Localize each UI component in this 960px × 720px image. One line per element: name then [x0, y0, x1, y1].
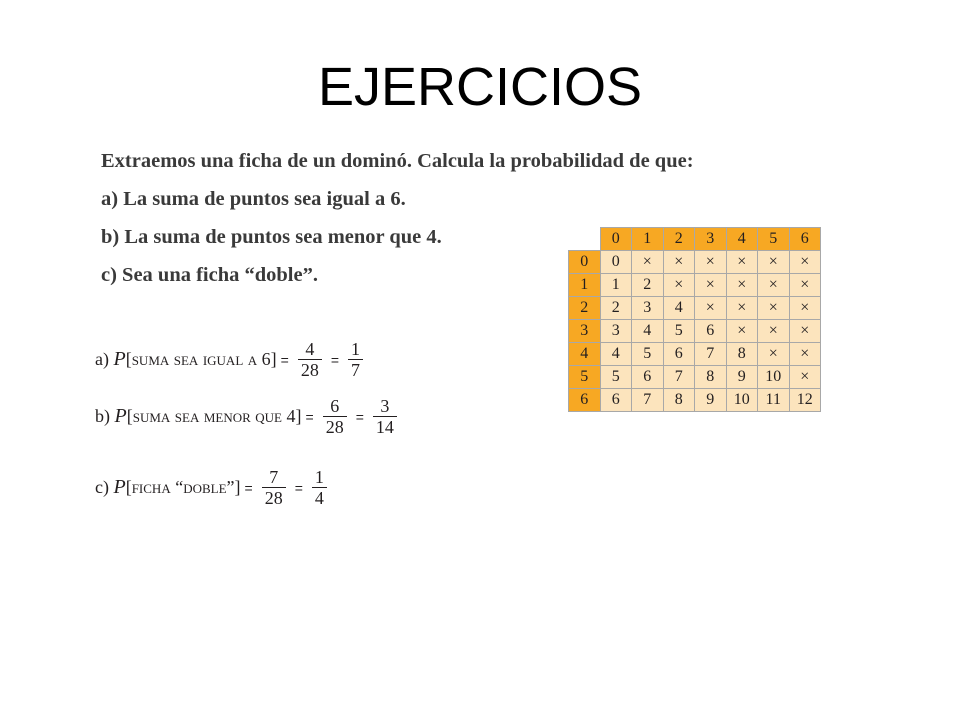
table-cell: × [789, 251, 821, 274]
table-cell: 4 [632, 320, 664, 343]
problem-part-b: b) La suma de puntos sea menor que 4. [101, 226, 442, 248]
domino-header-row [569, 228, 821, 251]
problem-part-c: c) Sea una ficha “doble”. [101, 264, 318, 286]
answer-c-fraction-1 [262, 467, 286, 508]
table-cell: 10 [726, 389, 758, 412]
column-header: 0 [600, 228, 632, 251]
table-cell: 5 [632, 343, 664, 366]
table-cell: 11 [758, 389, 790, 412]
domino-sum-table [568, 227, 821, 412]
table-cell: × [789, 297, 821, 320]
table-cell: × [695, 297, 727, 320]
answer-b-fraction-2 [373, 396, 397, 437]
table-cell: × [789, 343, 821, 366]
table-cell: 6 [600, 389, 632, 412]
table-cell: 3 [632, 297, 664, 320]
column-header: 6 [789, 228, 821, 251]
answer-c-f1-den: 28 [264, 488, 283, 508]
answer-b-fraction-1 [323, 396, 347, 437]
answer-c [95, 467, 332, 508]
answer-c-eq2: = [294, 479, 303, 496]
column-header: 3 [695, 228, 727, 251]
table-cell: × [695, 274, 727, 297]
table-row [569, 297, 821, 320]
row-header: 0 [569, 251, 601, 274]
answer-a-label: a) [95, 349, 109, 369]
row-header: 1 [569, 274, 601, 297]
table-cell: 7 [632, 389, 664, 412]
table-cell: × [663, 274, 695, 297]
table-row [569, 389, 821, 412]
answer-a-fraction-1 [298, 339, 322, 380]
table-cell: 6 [695, 320, 727, 343]
answer-a [95, 339, 368, 380]
answer-b-f2-num: 3 [380, 396, 390, 416]
table-cell: × [758, 274, 790, 297]
answer-b-eq2: = [355, 408, 364, 425]
table-cell: 0 [600, 251, 632, 274]
column-header: 1 [632, 228, 664, 251]
table-cell: 4 [600, 343, 632, 366]
answer-c-f2-den: 4 [314, 488, 324, 508]
table-cell: 7 [663, 366, 695, 389]
table-row [569, 274, 821, 297]
row-header: 2 [569, 297, 601, 320]
table-cell: × [726, 320, 758, 343]
slide-title: EJERCICIOS [317, 57, 643, 117]
table-cell: 9 [726, 366, 758, 389]
table-cell: 5 [600, 366, 632, 389]
answer-b-eq1: = [305, 408, 314, 425]
answer-a-p: P [113, 348, 126, 370]
column-header: 5 [758, 228, 790, 251]
table-cell: 8 [695, 366, 727, 389]
answer-c-fraction-2 [312, 467, 327, 508]
table-row [569, 251, 821, 274]
table-cell: × [758, 297, 790, 320]
table-cell: × [758, 251, 790, 274]
table-cell: 2 [632, 274, 664, 297]
answer-a-f2-den: 7 [351, 360, 361, 380]
answer-a-expr: [suma sea igual a 6] [125, 349, 277, 369]
row-header: 6 [569, 389, 601, 412]
problem-part-a: a) La suma de puntos sea igual a 6. [101, 188, 406, 210]
row-header: 4 [569, 343, 601, 366]
table-cell: 6 [632, 366, 664, 389]
table-cell: 7 [695, 343, 727, 366]
row-header: 3 [569, 320, 601, 343]
table-cell: × [758, 343, 790, 366]
answer-a-eq2: = [330, 351, 340, 368]
table-cell: × [726, 274, 758, 297]
table-cell: 9 [695, 389, 727, 412]
table-row [569, 366, 821, 389]
corner-cell [569, 228, 601, 251]
table-cell: × [632, 251, 664, 274]
problem-intro: Extraemos una ficha de un dominó. Calcula la probabilidad de que: [101, 150, 694, 172]
table-cell: × [695, 251, 727, 274]
row-header: 5 [569, 366, 601, 389]
table-cell: 6 [663, 343, 695, 366]
table-cell: × [663, 251, 695, 274]
answer-a-f1-num: 4 [305, 339, 315, 359]
answer-b [95, 396, 402, 437]
table-cell: 2 [600, 297, 632, 320]
table-cell: 12 [789, 389, 821, 412]
table-cell: 8 [726, 343, 758, 366]
column-header: 2 [663, 228, 695, 251]
table-cell: 4 [663, 297, 695, 320]
table-cell: × [758, 320, 790, 343]
answer-b-f1-den: 28 [325, 417, 344, 437]
table-cell: 8 [663, 389, 695, 412]
answer-c-expr: [ficha “doble”] [125, 477, 241, 497]
table-cell: 1 [600, 274, 632, 297]
table-cell: 10 [758, 366, 790, 389]
answer-a-eq1: = [280, 351, 289, 368]
answer-a-f1-den: 28 [300, 360, 319, 380]
table-cell: × [789, 274, 821, 297]
answer-b-f1-num: 6 [330, 396, 340, 416]
answer-b-label: b) [95, 406, 110, 426]
table-cell: × [789, 320, 821, 343]
table-cell: × [726, 297, 758, 320]
answer-a-fraction-2 [348, 339, 363, 380]
answer-c-label: c) [95, 477, 109, 497]
table-cell: × [789, 366, 821, 389]
table-cell: × [726, 251, 758, 274]
answer-b-f2-den: 14 [375, 417, 394, 437]
table-row [569, 343, 821, 366]
table-cell: 5 [663, 320, 695, 343]
answer-b-p: P [114, 405, 127, 427]
table-cell: 3 [600, 320, 632, 343]
answer-c-eq1: = [244, 479, 253, 496]
column-header: 4 [726, 228, 758, 251]
answer-c-f1-num: 7 [269, 467, 279, 487]
table-row [569, 320, 821, 343]
answer-c-p: P [113, 476, 126, 498]
answer-c-f2-num: 1 [314, 467, 324, 487]
answer-a-f2-num: 1 [351, 339, 361, 359]
answer-b-expr: [suma sea menor que 4] [126, 406, 302, 426]
